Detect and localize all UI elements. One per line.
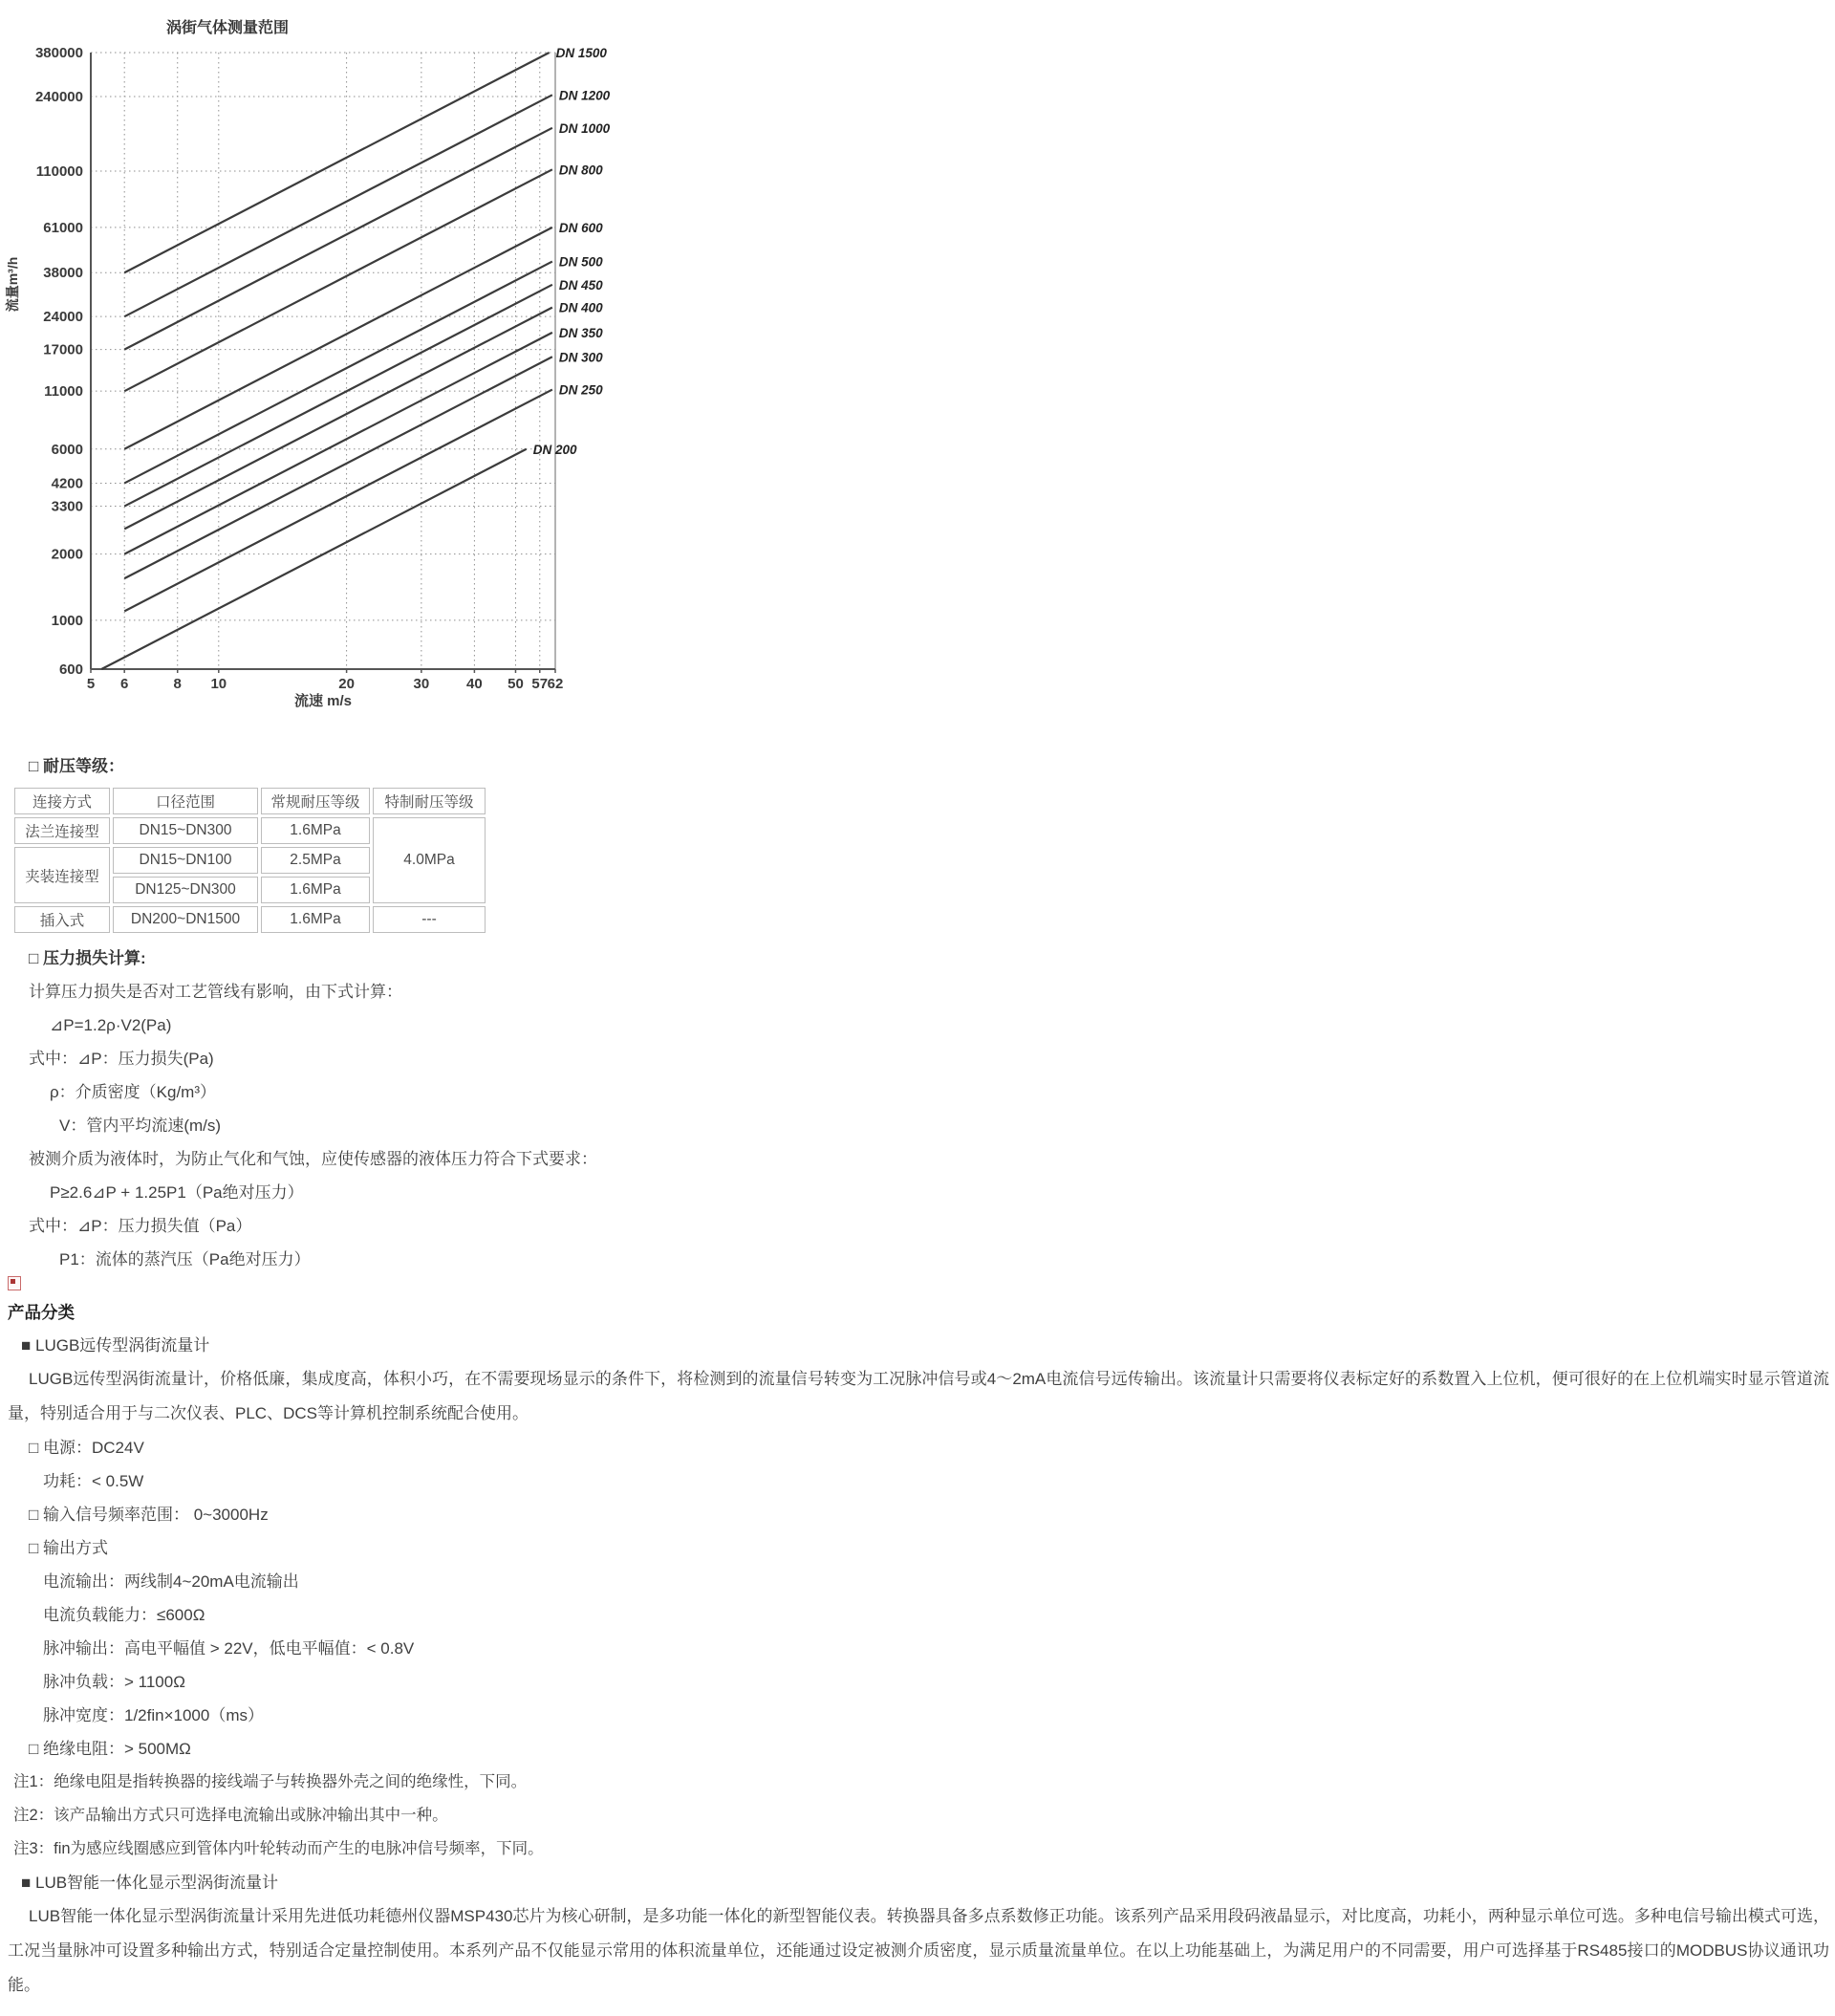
- spec-pulse-width: 脉冲宽度：1/2fin×1000（ms）: [43, 1706, 264, 1724]
- cell-standard-rating: 1.6MPa: [261, 817, 370, 844]
- svg-text:20: 20: [338, 676, 355, 692]
- note-1: 注1：绝缘电阻是指转换器的接线端子与转换器外壳之间的绝缘性，下同。: [13, 1773, 528, 1790]
- spec-input-frequency: □ 输入信号频率范围： 0~3000Hz: [29, 1506, 269, 1524]
- spec-power: □ 电源：DC24V: [29, 1439, 144, 1457]
- col-header-connection: 连接方式: [14, 788, 110, 814]
- note-3: 注3：fin为感应线圈感应到管体内叶轮转动而产生的电脉冲信号频率，下同。: [13, 1840, 544, 1857]
- cell-standard-rating: 2.5MPa: [261, 847, 370, 874]
- svg-text:DN 1000: DN 1000: [558, 120, 611, 136]
- svg-text:17000: 17000: [43, 341, 83, 358]
- svg-text:380000: 380000: [34, 45, 83, 61]
- svg-text:1000: 1000: [51, 612, 83, 629]
- product-category-heading: 产品分类: [8, 1303, 75, 1322]
- spec-insulation-resistance: □ 绝缘电阻：> 500MΩ: [29, 1740, 191, 1758]
- svg-text:24000: 24000: [43, 309, 83, 326]
- cell-diameter: DN200~DN1500: [113, 906, 258, 933]
- svg-text:40: 40: [466, 676, 483, 692]
- pressure-rating-heading: □ 耐压等级：: [29, 757, 124, 775]
- svg-text:DN 300: DN 300: [558, 350, 603, 365]
- pressure-loss-text: 计算压力损失是否对工艺管线有影响，由下式计算：: [29, 983, 402, 1001]
- cell-standard-rating: 1.6MPa: [261, 906, 370, 933]
- broken-image-icon: [8, 1276, 21, 1290]
- broken-image-row: [0, 1276, 1835, 1296]
- svg-text:8: 8: [173, 676, 182, 692]
- note-2: 注2：该产品输出方式只可选择电流输出或脉冲输出其中一种。: [13, 1807, 448, 1824]
- document-body: [0, 751, 1835, 2003]
- flow-range-chart: [0, 0, 631, 746]
- cell-standard-rating: 1.6MPa: [261, 877, 370, 903]
- lub-description: LUB智能一体化显示型涡街流量计采用先进低功耗德州仪器MSP430芯片为核心研制，是多功能一体化的新型智能仪表。转换器具备多点系数修正功能。该系列产品采用段码液晶显示，对比度高，功耗小，两种显示单位可选。多种电信号输出模式可选，工况当量脉冲可设置多种输出方式，特别适合定量控制使用。本系列产品不仅能显示常用的体积流量单位，还能通过设定被测介质密度，显示质量流量单位。在以上功能基础上，为满足用户的不同需要，用户可选择基于RS485接口的MODBUS协议通讯功能。: [8, 1907, 1829, 1994]
- svg-text:DN 350: DN 350: [558, 325, 603, 340]
- svg-text:DN 250: DN 250: [558, 382, 603, 398]
- svg-text:DN 400: DN 400: [558, 300, 603, 315]
- svg-text:110000: 110000: [35, 163, 83, 180]
- svg-text:6: 6: [120, 676, 129, 692]
- table-row: [14, 906, 486, 933]
- svg-text:30: 30: [413, 676, 430, 692]
- flow-range-chart-svg: [0, 0, 631, 746]
- svg-text:5: 5: [86, 676, 96, 692]
- svg-text:DN 1500: DN 1500: [555, 46, 607, 60]
- svg-text:62: 62: [547, 676, 564, 692]
- svg-text:DN 450: DN 450: [558, 277, 603, 293]
- col-header-diameter: 口径范围: [113, 788, 258, 814]
- spec-current-output: 电流输出：两线制4~20mA电流输出: [43, 1572, 299, 1591]
- pressure-loss-text: ρ：介质密度（Kg/m³）: [50, 1083, 217, 1101]
- svg-text:6000: 6000: [51, 441, 83, 458]
- svg-text:50: 50: [507, 676, 524, 692]
- svg-text:DN 500: DN 500: [558, 254, 603, 270]
- svg-text:3300: 3300: [51, 498, 83, 515]
- svg-text:涡街气体测量范围: 涡街气体测量范围: [165, 20, 290, 36]
- svg-text:38000: 38000: [43, 265, 83, 282]
- svg-text:流量m³/h: 流量m³/h: [5, 256, 20, 313]
- cell-special-rating: ---: [373, 906, 486, 933]
- cell-diameter: DN15~DN300: [113, 817, 258, 844]
- svg-text:DN 1200: DN 1200: [558, 88, 611, 103]
- lub-section-title: ■ LUB智能一体化显示型涡街流量计: [21, 1874, 279, 1892]
- spec-output-mode: □ 输出方式: [29, 1539, 108, 1557]
- pressure-loss-text: 被测介质为液体时，为防止气化和气蚀，应使传感器的液体压力符合下式要求：: [29, 1150, 597, 1168]
- svg-text:11000: 11000: [44, 383, 83, 401]
- cell-diameter: DN15~DN100: [113, 847, 258, 874]
- col-header-special-rating: 特制耐压等级: [373, 788, 486, 814]
- svg-text:DN 800: DN 800: [558, 163, 603, 178]
- svg-text:240000: 240000: [34, 88, 83, 105]
- svg-text:流速 m/s: 流速 m/s: [293, 693, 353, 709]
- svg-text:57: 57: [531, 676, 549, 692]
- pressure-loss-heading: □ 压力损失计算:: [29, 949, 146, 967]
- cell-special-rating: 4.0MPa: [373, 817, 486, 903]
- table-row: [14, 817, 486, 844]
- spec-pulse-output: 脉冲输出：高电平幅值 > 22V，低电平幅值：< 0.8V: [43, 1639, 415, 1658]
- pressure-loss-text: 式中：⊿P：压力损失(Pa): [29, 1050, 214, 1068]
- pressure-loss-formula: ⊿P=1.2ρ·V2(Pa): [50, 1016, 172, 1034]
- cell-connection: 法兰连接型: [14, 817, 110, 844]
- pressure-loss-formula: P≥2.6⊿P + 1.25P1（Pa绝对压力）: [50, 1183, 304, 1202]
- svg-text:2000: 2000: [51, 546, 83, 563]
- svg-text:600: 600: [58, 661, 83, 678]
- cell-diameter: DN125~DN300: [113, 877, 258, 903]
- pressure-loss-text: 式中：⊿P：压力损失值（Pa）: [29, 1217, 252, 1235]
- spec-pulse-load: 脉冲负载：> 1100Ω: [43, 1673, 185, 1691]
- spec-consumption: 功耗：< 0.5W: [43, 1472, 144, 1490]
- cell-connection: 夹装连接型: [14, 847, 110, 903]
- lugb-description: LUGB远传型涡街流量计，价格低廉，集成度高，体积小巧，在不需要现场显示的条件下，将检测到的流量信号转变为工况脉冲信号或4～2mA电流信号远传输出。该流量计只需要将仪表标定好的系数置入上位机，便可很好的在上位机端实时显示管道流量，特别适合用于与二次仪表、PLC、DCS等计算机控制系统配合使用。: [8, 1370, 1829, 1422]
- col-header-standard-rating: 常规耐压等级: [261, 788, 370, 814]
- svg-text:10: 10: [210, 676, 227, 692]
- cell-connection: 插入式: [14, 906, 110, 933]
- pressure-rating-table: [11, 785, 488, 936]
- pressure-loss-text: V：管内平均流速(m/s): [59, 1116, 222, 1135]
- lugb-section-title: ■ LUGB远传型涡街流量计: [21, 1336, 210, 1355]
- svg-text:61000: 61000: [43, 219, 83, 236]
- table-header-row: [14, 788, 486, 814]
- svg-text:4200: 4200: [51, 475, 83, 492]
- spec-current-load: 电流负载能力：≤600Ω: [43, 1606, 205, 1624]
- svg-text:DN 200: DN 200: [532, 442, 577, 457]
- svg-text:DN 600: DN 600: [558, 220, 603, 235]
- pressure-loss-text: P1：流体的蒸汽压（Pa绝对压力）: [59, 1250, 311, 1268]
